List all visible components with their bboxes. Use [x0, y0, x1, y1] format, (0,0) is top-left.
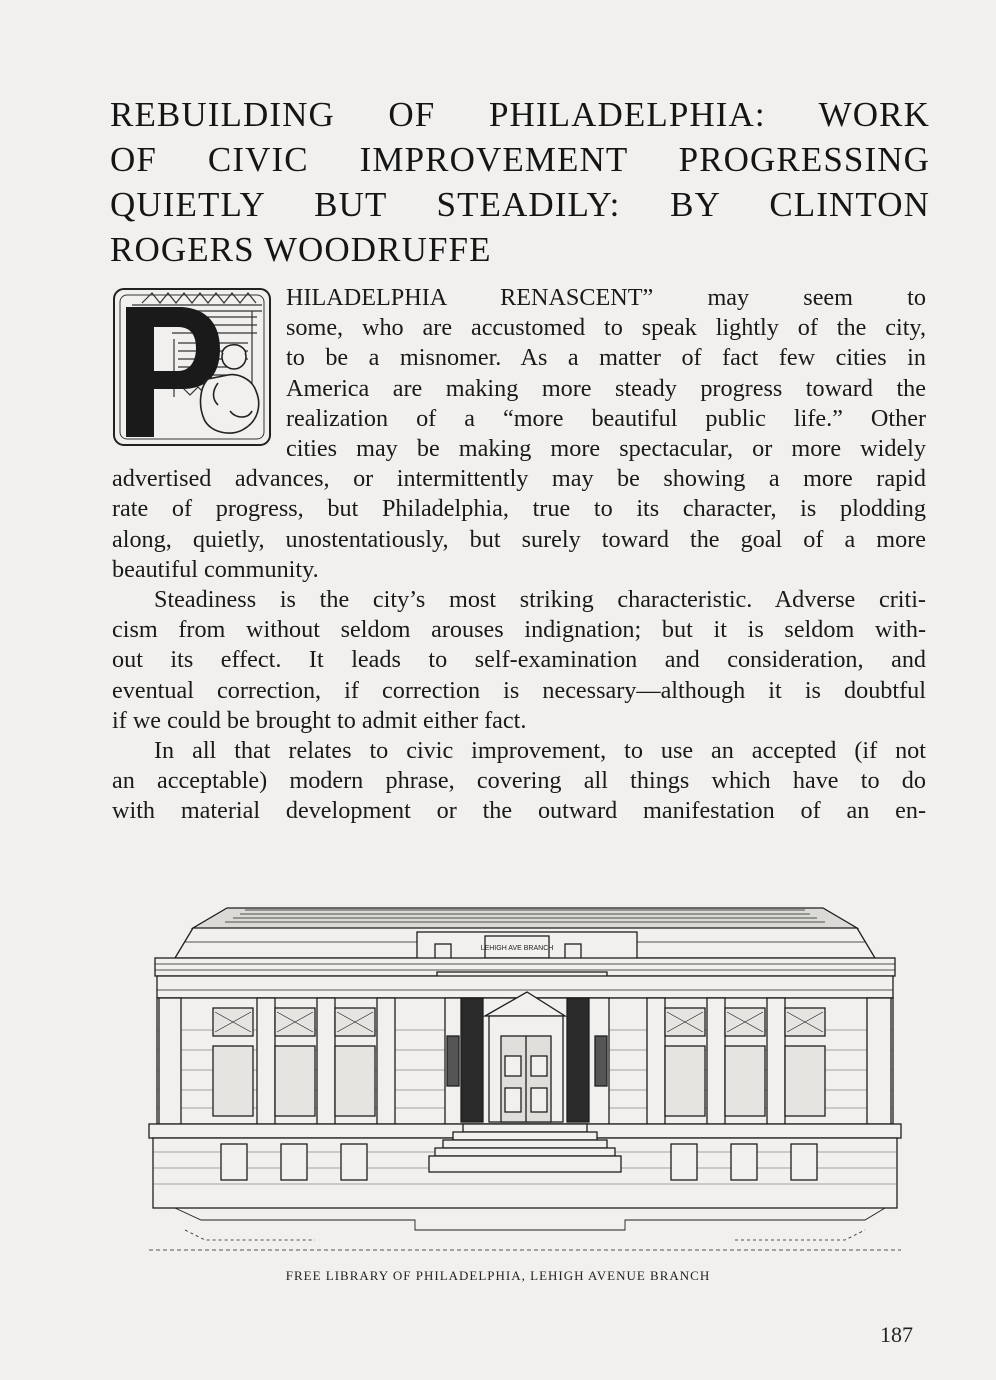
article-title [110, 92, 930, 272]
upper-sign-text: LEHIGH AVE BRANCH [480, 945, 554, 952]
text-line: HILADELPHIA RENASCENT” may seem to [286, 284, 926, 311]
text-line: cism from without seldom arouses indignation; but it is seldom with- [112, 616, 926, 644]
title-line: REBUILDING OF PHILADELPHIA: WORK [110, 95, 930, 134]
figure-caption: FREE LIBRARY OF PHILADELPHIA, LEHIGH AVENUE BRANCH [285, 1268, 711, 1283]
paragraph-2 [112, 585, 926, 736]
text-line: Steadiness is the city’s most striking characteristic. Adverse criti- [154, 586, 926, 614]
text-line: realization of a “more beautiful public life.” Other [286, 404, 926, 432]
paragraph-3 [112, 736, 926, 827]
article-body [112, 283, 926, 827]
title-line: QUIETLY BUT STEADILY: BY CLINTON [110, 185, 930, 224]
illuminated-initial-p [112, 287, 272, 447]
text-line: America are making more steady progress toward the [286, 374, 926, 402]
text-line: an acceptable) modern phrase, covering all things which have to do [112, 767, 926, 795]
building-facade-illustration [145, 880, 905, 1260]
title-line: OF CIVIC IMPROVEMENT PROGRESSING [110, 140, 930, 179]
text-line: rate of progress, but Philadelphia, true to its character, is plodding [112, 495, 926, 523]
text-line: cities may be making more spectacular, or more widely [286, 435, 926, 463]
drop-cap-illustration [112, 287, 272, 447]
text-line: advertised advances, or intermittently may be showing a more rapid [112, 465, 926, 493]
text-line: In all that relates to civic improvement, to use an accepted (if not [154, 737, 926, 765]
text-line: along, quietly, unostentatiously, but surely toward the goal of a more [112, 525, 926, 553]
text-line: to be a misnomer. As a matter of fact few cities in [286, 344, 926, 372]
title-line: ROGERS WOODRUFFE [110, 230, 492, 269]
library-elevation-drawing [145, 880, 905, 1260]
text-line: beautiful community. [112, 555, 319, 583]
text-line: with material development or the outward manifestation of an en- [112, 797, 926, 825]
text-line: some, who are accustomed to speak lightly of the city, [286, 314, 926, 342]
text-line: out its effect. It leads to self-examination and consideration, and [112, 646, 926, 674]
text-line: if we could be brought to admit either fact. [112, 706, 527, 734]
page-number: 187 [880, 1322, 913, 1347]
text-line: eventual correction, if correction is necessary—although it is doubtful [112, 676, 926, 704]
